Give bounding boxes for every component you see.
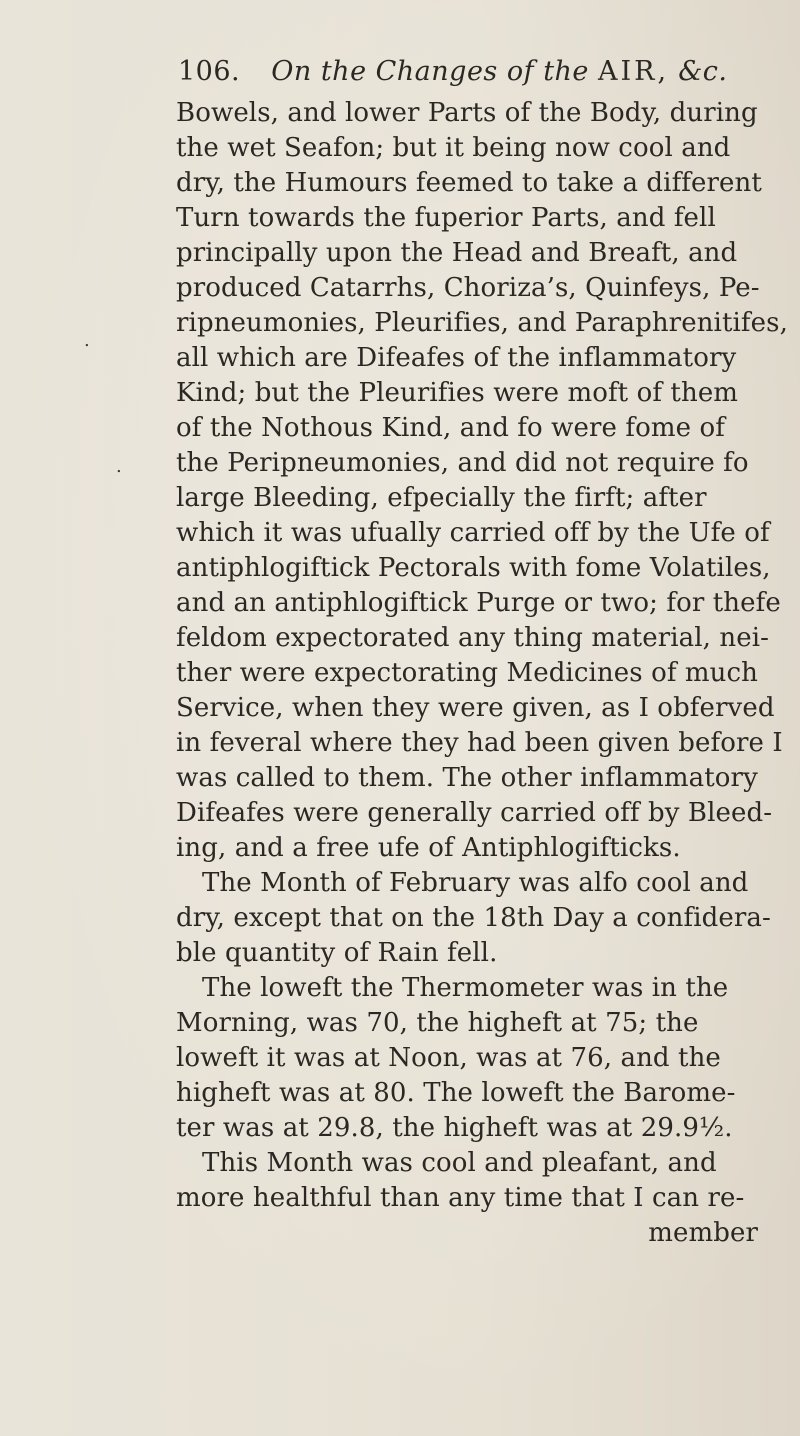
text-line: Morning, was 70, the higheft at 75; the [176, 1008, 699, 1038]
text-line: produced Catarrhs, Choriza’s, Quinfeys, Pe- [176, 273, 760, 303]
text-line: antiphlogiftick Pectorals with fome Volatiles, [176, 553, 771, 583]
text-line: and an antiphlogiftick Purge or two; for thefe [176, 588, 781, 618]
running-title [271, 56, 727, 87]
running-title-caps: AIR, [598, 56, 670, 87]
text-line: which it was ufually carried off by the Ufe of [176, 518, 770, 548]
text-line: more healthful than any time that I can re- [176, 1183, 745, 1213]
text-line: dry, the Humours feemed to take a different [176, 168, 762, 198]
text-line: large Bleeding, efpecially the firft; after [176, 483, 707, 513]
text-line: The loweft the Thermometer was in the [202, 973, 729, 1003]
text-line: all which are Difeafes of the inflammatory [176, 343, 737, 373]
text-line: was called to them. The other inflammatory [176, 763, 758, 793]
running-head [178, 56, 727, 87]
text-line: Turn towards the fuperior Parts, and fell [176, 203, 716, 233]
text-line: the wet Seafon; but it being now cool and [176, 133, 731, 163]
text-line: Difeafes were generally carried off by Bleed- [176, 798, 773, 828]
text-line: of the Nothous Kind, and fo were fome of [176, 413, 725, 443]
text-line: loweft it was at Noon, was at 76, and the [176, 1043, 721, 1073]
running-title-end: &c. [678, 56, 728, 87]
text-line: the Peripneumonies, and did not require fo [176, 448, 749, 478]
text-line: dry, except that on the 18th Day a confidera- [176, 903, 771, 933]
page-number: 106. [178, 56, 241, 87]
text-line: Bowels, and lower Parts of the Body, during [176, 98, 758, 128]
text-line: ther were expectorating Medicines of much [176, 658, 759, 688]
text-line: Kind; but the Pleurifies were moft of them [176, 378, 739, 408]
text-line: Service, when they were given, as I obferved [176, 693, 775, 723]
text-line: in feveral where they had been given before I [176, 728, 783, 758]
running-title-text: On the Changes of the [271, 56, 589, 87]
text-line: feldom expectorated any thing material, nei- [176, 623, 770, 653]
margin-mark: . [116, 456, 122, 477]
text-line: This Month was cool and pleafant, and [202, 1148, 717, 1178]
text-line: ing, and a free ufe of Antiphlogifticks. [176, 833, 681, 863]
margin-mark: . [84, 330, 90, 351]
text-line: principally upon the Head and Breaft, and [176, 238, 738, 268]
text-line: The Month of February was alfo cool and [202, 868, 749, 898]
text-line: ble quantity of Rain fell. [176, 938, 498, 968]
text-line: higheft was at 80. The loweft the Barome- [176, 1078, 736, 1108]
body-text [176, 96, 796, 1251]
text-line: ter was at 29.8, the higheft was at 29.9½. [176, 1113, 733, 1143]
text-line: ripneumonies, Pleurifies, and Paraphrenitifes, [176, 308, 788, 338]
catchword: member [648, 1218, 758, 1248]
